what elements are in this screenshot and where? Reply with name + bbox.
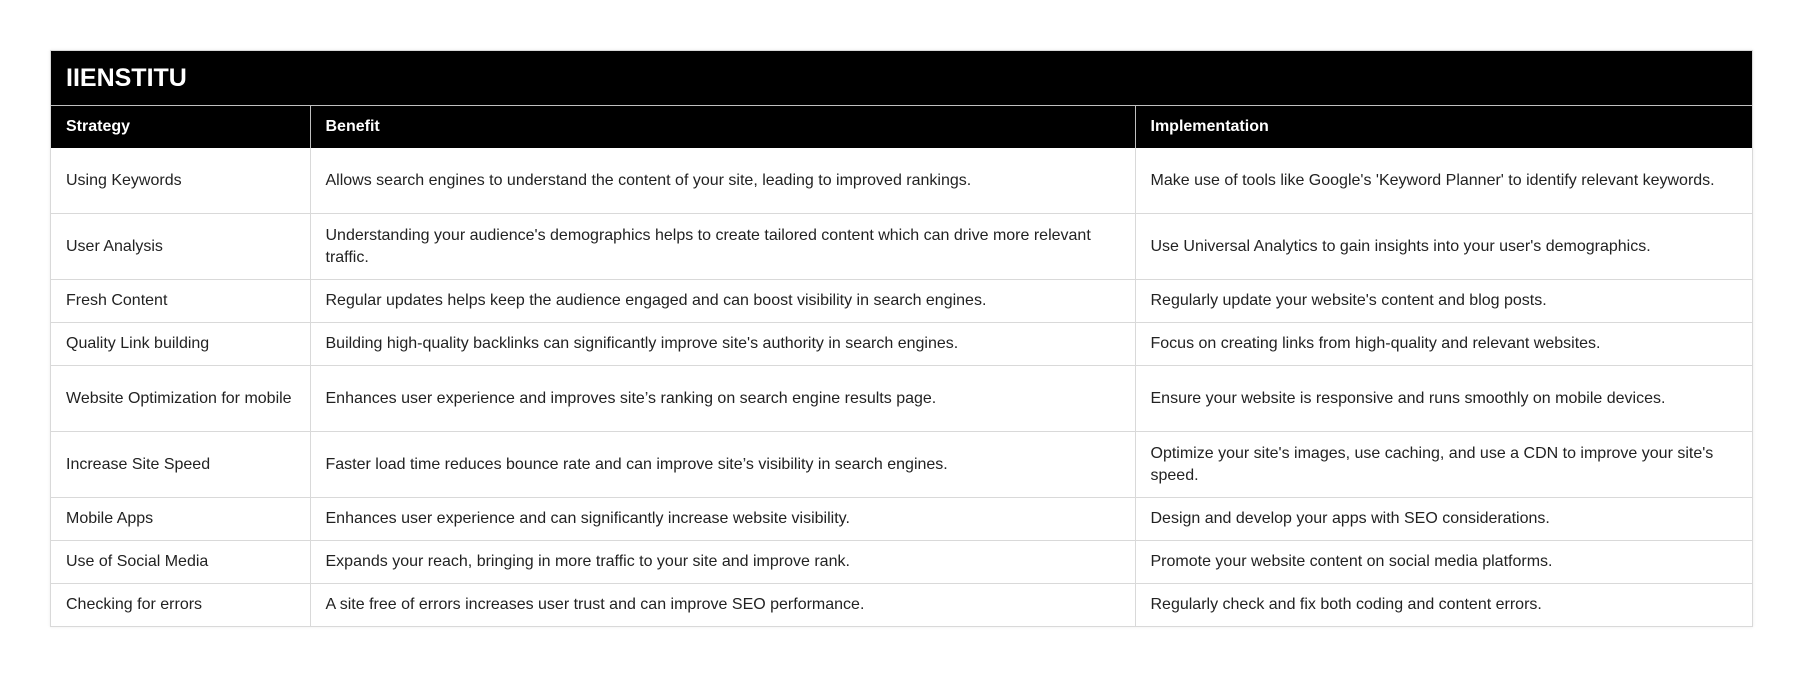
benefit-cell: Faster load time reduces bounce rate and can improve site’s visibility in search engines. <box>310 432 1135 498</box>
column-header-implementation: Implementation <box>1135 106 1752 149</box>
strategy-cell: Checking for errors <box>51 584 310 627</box>
benefit-cell: Building high-quality backlinks can significantly improve site's authority in search engines. <box>310 323 1135 366</box>
strategy-cell: Increase Site Speed <box>51 432 310 498</box>
implementation-cell: Use Universal Analytics to gain insights into your user's demographics. <box>1135 214 1752 280</box>
implementation-cell: Regularly update your website's content and blog posts. <box>1135 280 1752 323</box>
benefit-cell: Allows search engines to understand the content of your site, leading to improved rankings. <box>310 148 1135 214</box>
strategy-cell: Using Keywords <box>51 148 310 214</box>
benefit-cell: Enhances user experience and can significantly increase website visibility. <box>310 498 1135 541</box>
benefit-cell: A site free of errors increases user trust and can improve SEO performance. <box>310 584 1135 627</box>
column-header-strategy: Strategy <box>51 106 310 149</box>
strategy-table-container <box>50 50 1753 627</box>
table-row <box>51 498 1752 541</box>
strategy-cell: Fresh Content <box>51 280 310 323</box>
implementation-cell: Regularly check and fix both coding and content errors. <box>1150 596 1542 613</box>
table-row <box>51 280 1752 323</box>
strategy-table <box>51 51 1752 626</box>
table-header-row <box>51 106 1752 149</box>
benefit-cell: Enhances user experience and improves site’s ranking on search engine results page. <box>310 366 1135 432</box>
benefit-cell: Regular updates helps keep the audience engaged and can boost visibility in search engines. <box>310 280 1135 323</box>
table-row <box>51 148 1752 214</box>
implementation-cell: Optimize your site's images, use caching, and use a CDN to improve your site's speed. <box>1135 432 1752 498</box>
strategy-cell: Mobile Apps <box>51 498 310 541</box>
implementation-cell: Ensure your website is responsive and runs smoothly on mobile devices. <box>1135 366 1752 432</box>
table-row <box>51 584 1752 627</box>
strategy-cell: Quality Link building <box>51 323 310 366</box>
benefit-cell: Understanding your audience's demographics helps to create tailored content which can drive more relevant traffic. <box>310 214 1135 280</box>
implementation-cell: Promote your website content on social media platforms. <box>1135 541 1752 584</box>
strategy-cell: Use of Social Media <box>51 541 310 584</box>
implementation-cell: Make use of tools like Google's 'Keyword Planner' to identify relevant keywords. <box>1135 148 1752 214</box>
table-row <box>51 323 1752 366</box>
table-row <box>51 432 1752 498</box>
column-header-benefit: Benefit <box>310 106 1135 149</box>
table-title: IIENSTITU <box>51 51 1752 106</box>
table-row <box>51 214 1752 280</box>
strategy-cell: User Analysis <box>51 214 310 280</box>
table-title-row <box>51 51 1752 106</box>
table-row <box>51 366 1752 432</box>
implementation-cell: Design and develop your apps with SEO considerations. <box>1135 498 1752 541</box>
benefit-cell: Expands your reach, bringing in more traffic to your site and improve rank. <box>310 541 1135 584</box>
implementation-cell: Focus on creating links from high-quality and relevant websites. <box>1135 323 1752 366</box>
table-row <box>51 541 1752 584</box>
strategy-cell: Website Optimization for mobile <box>51 366 310 432</box>
